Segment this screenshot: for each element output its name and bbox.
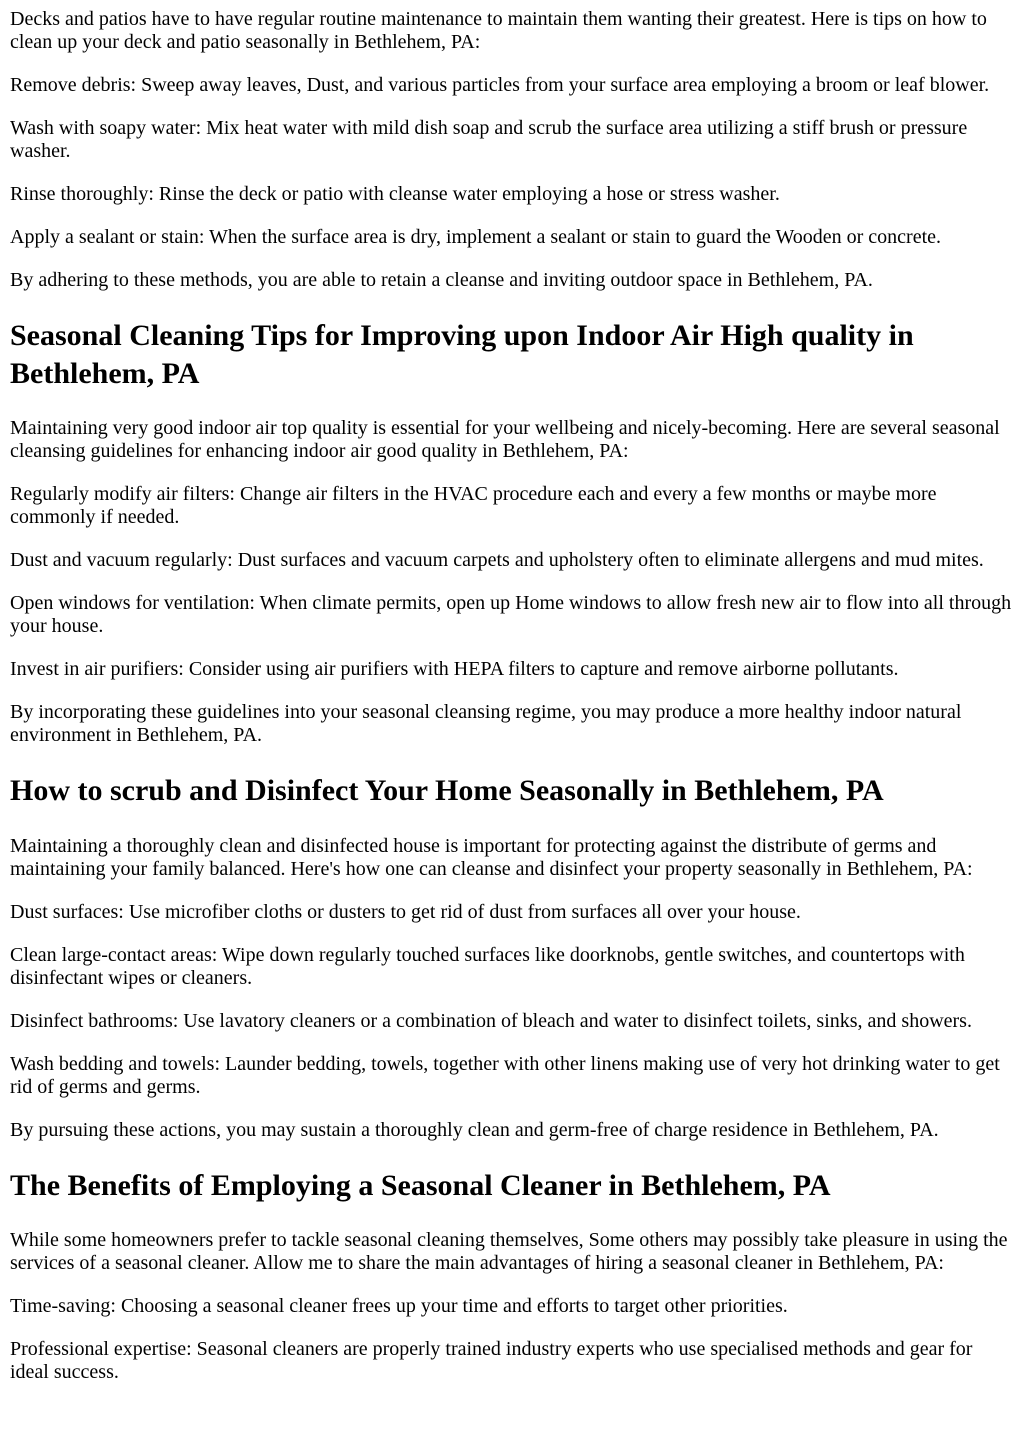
paragraph-deck-patio-intro: Decks and patios have to have regular routine maintenance to maintain them wanting their greatest. Here is tips on how to clean up your deck and patio seasonally in Bethlehem, PA: (10, 8, 987, 53)
paragraph-indoor-air-intro: Maintaining very good indoor air top quality is essential for your wellbeing and nicely-becoming. Here are several seasonal cleansing guidelines for enhancing indoor air good quality in Bethlehem, PA: (10, 417, 1000, 462)
article-body (10, 8, 1014, 1384)
paragraph-apply-sealant: Apply a sealant or stain: When the surface area is dry, implement a sealant or stain to guard the Wooden or concrete. (10, 226, 942, 248)
paragraph-rinse-thoroughly: Rinse thoroughly: Rinse the deck or patio with cleanse water employing a hose or stress washer. (10, 183, 780, 205)
paragraph-remove-debris: Remove debris: Sweep away leaves, Dust, and various particles from your surface area employing a broom or leaf blower. (10, 74, 990, 96)
paragraph-germfree-conclusion: By pursuing these actions, you may sustain a thoroughly clean and germ-free of charge residence in Bethlehem, PA. (10, 1118, 939, 1141)
paragraph-air-purifiers: Invest in air purifiers: Consider using air purifiers with HEPA filters to capture and remove airborne pollutants. (10, 658, 899, 680)
paragraph-professional-expertise: Professional expertise: Seasonal cleaners are properly trained industry experts who use specialised methods and gear for ideal success. (10, 1338, 973, 1383)
paragraph-wash-bedding: Wash bedding and towels: Launder bedding, towels, together with other linens making use of very hot drinking water to get rid of germs and germs. (10, 1052, 1000, 1098)
section-heading-indoor-air: Seasonal Cleaning Tips for Improving upon Indoor Air High quality in Bethlehem, PA (10, 319, 914, 390)
paragraph-benefits-intro: While some homeowners prefer to tackle seasonal cleaning themselves, Some others may possibly take pleasure in using the services of a seasonal cleaner. Allow me to share the main advantages of hiring a seasonal cleaner in Bethlehem, PA: (10, 1229, 1008, 1274)
section-heading-benefits: The Benefits of Employing a Seasonal Cleaner in Bethlehem, PA (10, 1168, 831, 1202)
paragraph-indoor-conclusion: By incorporating these guidelines into your seasonal cleansing regime, you may produce a more healthy indoor natural environment in Bethlehem, PA. (10, 701, 962, 746)
paragraph-high-contact-areas: Clean large-contact areas: Wipe down regularly touched surfaces like doorknobs, gentle switches, and countertops with disinfectant wipes or cleaners. (10, 943, 965, 989)
paragraph-outdoor-conclusion: By adhering to these methods, you are able to retain a cleanse and inviting outdoor space in Bethlehem, PA. (10, 269, 873, 291)
paragraph-dust-vacuum: Dust and vacuum regularly: Dust surfaces and vacuum carpets and upholstery often to eliminate allergens and mud mites. (10, 549, 984, 571)
paragraph-air-filters: Regularly modify air filters: Change air filters in the HVAC procedure each and every a few months or maybe more commonly if needed. (10, 483, 937, 528)
paragraph-disinfect-bathrooms: Disinfect bathrooms: Use lavatory cleaners or a combination of bleach and water to disinfect toilets, sinks, and showers. (10, 1009, 972, 1032)
paragraph-wash-soapy-water: Wash with soapy water: Mix heat water with mild dish soap and scrub the surface area utilizing a stiff brush or pressure washer. (10, 117, 968, 162)
section-heading-clean-disinfect: How to scrub and Disinfect Your Home Seasonally in Bethlehem, PA (10, 774, 884, 807)
paragraph-dust-surfaces: Dust surfaces: Use microfiber cloths or dusters to get rid of dust from surfaces all over your house. (10, 900, 801, 923)
paragraph-time-saving: Time-saving: Choosing a seasonal cleaner frees up your time and efforts to target other priorities. (10, 1295, 788, 1317)
paragraph-disinfect-intro: Maintaining a thoroughly clean and disinfected house is important for protecting against the distribute of germs and maintaining your family balanced. Here's how one can cleanse and disinfect your property seasonally in Bethlehem, PA: (10, 834, 973, 880)
paragraph-open-windows: Open windows for ventilation: When climate permits, open up Home windows to allow fresh new air to flow into all through your house. (10, 592, 1012, 637)
